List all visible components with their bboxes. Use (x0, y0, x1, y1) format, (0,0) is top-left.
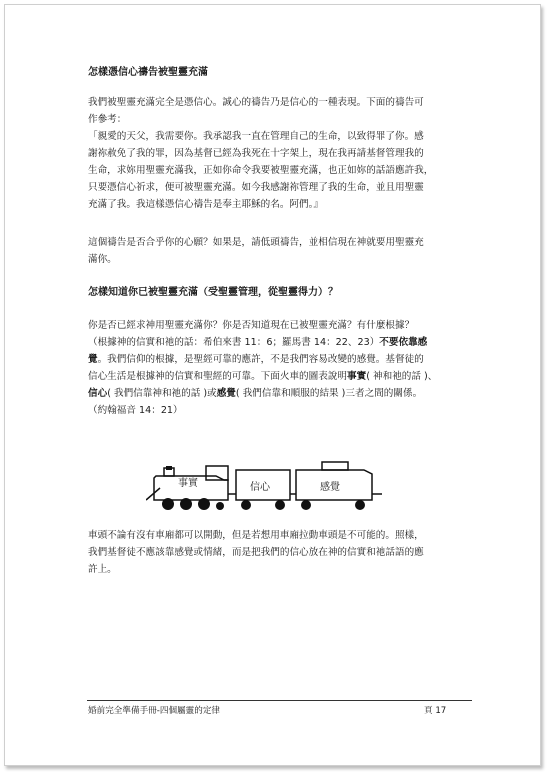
wheel-shape (180, 498, 192, 510)
cab-shape (206, 466, 228, 480)
prayer-line: 「親愛的天父，我需要你。我承認我一直在管理自己的生命，以致得罪了你。感 (88, 131, 424, 142)
heading-how-to-know: 怎樣知道你已被聖靈充滿（受聖靈管理，從聖靈得力）？ (88, 287, 338, 298)
train-label-fact: 事實 (178, 478, 198, 489)
page-number: 頁 17 (424, 706, 447, 716)
document-body (88, 64, 472, 419)
wheel-shape (216, 502, 224, 510)
prayer-line: 謝祢赦免了我的罪，因為基督已經為我死在十字架上，現在我再請基督管理我的 (88, 148, 424, 159)
wheel-shape (241, 500, 251, 510)
emphasis-text: 感覺 (216, 388, 236, 399)
paragraph-line (88, 368, 472, 385)
emphasis-text: 事實 (347, 371, 367, 382)
text-span: ( 我們信靠神和祂的話 )或 (107, 388, 217, 399)
text-span: ( 神和祂的話 )、 (366, 371, 438, 382)
smokestack-cap-shape (166, 466, 172, 470)
paragraph-line: 作參考： (88, 114, 127, 125)
footer-rule (87, 700, 472, 701)
prayer-line: 充滿了我。我這樣憑信心禱告是奉主耶穌的名。阿們。』 (88, 199, 324, 210)
paragraph-line (88, 334, 472, 351)
emphasis-text: 不要依靠感 (379, 337, 428, 348)
paragraph-line (88, 385, 472, 402)
paragraph-line: 這個禱告是否合乎你的心願？如果是，請低頭禱告，並相信現在神就要用聖靈充 (88, 237, 424, 248)
cupola-shape (322, 462, 348, 470)
paragraph-line: 車頭不論有沒有車廂都可以開動，但是若想用車廂拉動車頭是不可能的。照樣， (88, 530, 424, 541)
train-label-feeling: 感覺 (320, 482, 340, 493)
closing-paragraph (88, 527, 472, 578)
emphasis-text: 信心 (88, 388, 108, 399)
prayer-line: 生命，求妳用聖靈充滿我，正如你命令我要被聖靈充滿，也正如妳的話語應許我， (88, 165, 434, 176)
paragraph-line: 我們被聖靈充滿完全是憑信心。誠心的禱告乃是信心的一種表現。下面的禱告可 (88, 97, 424, 108)
train-label-faith: 信心 (250, 482, 270, 493)
paragraph-line: 我們基督徒不應該靠感覺或情緒，而是把我們的信心放在神的信實和祂話語的應 (88, 547, 424, 558)
paragraph-line: 許上。 (88, 564, 117, 575)
paragraph-line: 你是否已經求神用聖靈充滿你？你是否知道現在已被聖靈充滿？有什麼根據？ (88, 320, 415, 331)
footer-title: 婚前完全準備手冊-四個屬靈的定律 (88, 706, 221, 716)
train-diagram (146, 454, 384, 514)
wheel-shape (198, 498, 210, 510)
wheel-shape (162, 498, 174, 510)
paragraph-line: 滿你。 (88, 254, 117, 265)
scripture-ref: （約翰福音 14：21） (88, 405, 183, 416)
scripture-ref: （根據神的信實和祂的話：希伯來書 11：6；羅馬書 14：22、23） (88, 337, 380, 348)
text-span: 。我們信仰的根據，是聖經可靠的應許，不是我們容易改變的感覺。基督徒的 (97, 354, 424, 365)
paragraph-line (88, 351, 472, 368)
text-span: 信心生活是根據神的信實和聖經的可靠。下面火車的圖表說明 (88, 371, 348, 382)
cowcatcher-shape (146, 488, 160, 500)
emphasis-text: 覺 (88, 354, 98, 365)
wheel-shape (355, 500, 365, 510)
wheel-shape (301, 500, 311, 510)
wheel-shape (275, 500, 285, 510)
heading-pray-by-faith: 怎樣憑信心禱告被聖靈充滿 (88, 67, 208, 78)
prayer-line: 只要憑信心祈求，便可被聖靈充滿。如今我感謝祢管理了我的生命，並且用聖靈 (88, 182, 424, 193)
text-span: ( 我們信靠和順服的結果 )三者之間的關係。 (235, 388, 423, 399)
